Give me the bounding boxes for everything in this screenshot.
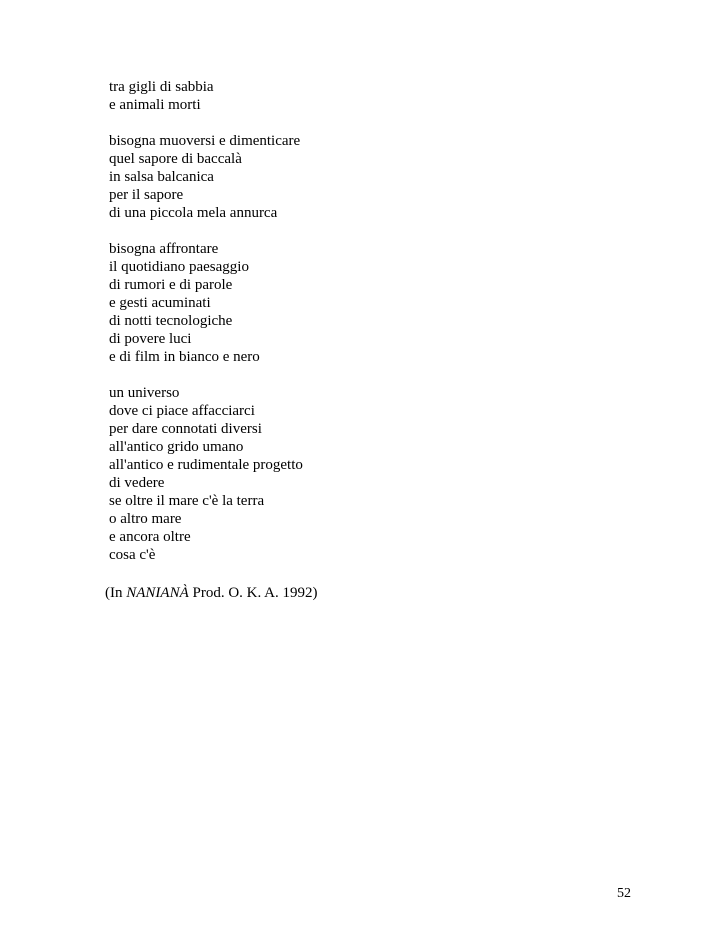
source-citation: [105, 584, 318, 602]
poem-line: in salsa balcanica: [109, 169, 214, 185]
stanza-3: [109, 240, 609, 366]
poem-line: e gesti acuminati: [109, 295, 211, 311]
poem-line: tra gigli di sabbia: [109, 79, 214, 95]
page-number: 52: [617, 886, 631, 901]
poem-body: [109, 78, 609, 582]
poem-line: quel sapore di baccalà: [109, 151, 242, 167]
stanza-1: [109, 78, 609, 114]
poem-line: per dare connotati diversi: [109, 421, 262, 437]
poem-line: bisogna affrontare: [109, 241, 219, 257]
poem-line: per il sapore: [109, 187, 184, 203]
poem-line: di vedere: [109, 475, 165, 491]
poem-line: il quotidiano paesaggio: [109, 259, 249, 275]
poem-line: di povere luci: [109, 331, 192, 347]
poem-line: di notti tecnologiche: [109, 313, 233, 329]
poem-line: all'antico e rudimentale progetto: [109, 457, 303, 473]
stanza-2: [109, 132, 609, 222]
poem-line: bisogna muoversi e dimenticare: [109, 133, 301, 149]
citation-suffix: Prod. O. K. A. 1992): [188, 585, 318, 601]
poem-line: di una piccola mela annurca: [109, 205, 278, 221]
citation-prefix: (In: [105, 585, 127, 601]
poem-line: e ancora oltre: [109, 529, 191, 545]
poem-line: e di film in bianco e nero: [109, 349, 260, 365]
poem-line: e animali morti: [109, 97, 201, 113]
stanza-4: [109, 384, 609, 564]
poem-line: cosa c'è: [109, 547, 156, 563]
poem-line: all'antico grido umano: [109, 439, 244, 455]
citation-title: NANIANÀ: [126, 585, 189, 601]
poem-line: se oltre il mare c'è la terra: [109, 493, 265, 509]
poem-line: di rumori e di parole: [109, 277, 233, 293]
poem-line: dove ci piace affacciarci: [109, 403, 255, 419]
poem-line: o altro mare: [109, 511, 182, 527]
poem-line: un universo: [109, 385, 180, 401]
